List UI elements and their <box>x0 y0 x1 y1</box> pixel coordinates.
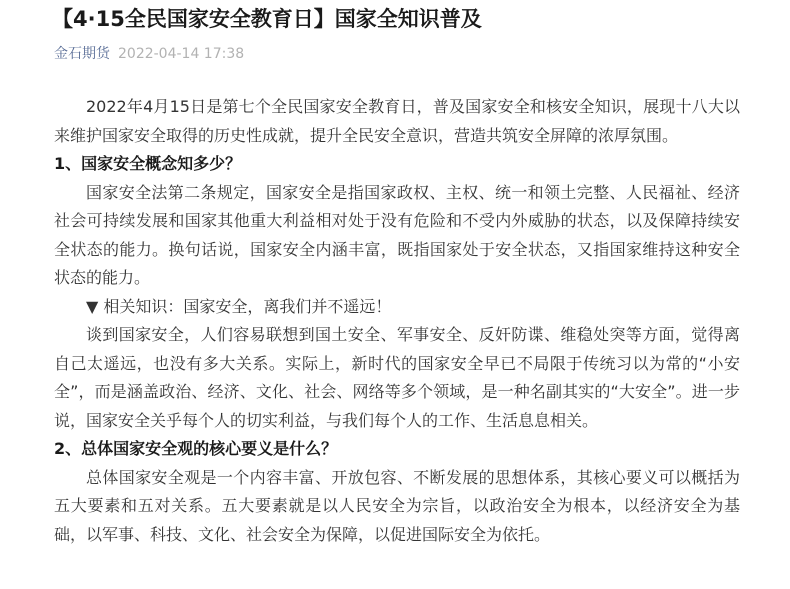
publish-date: 2022-04-14 17:38 <box>118 46 245 62</box>
intro-paragraph: 2022年4月15日是第七个全民国家安全教育日，普及国家安全和核安全知识，展现十八大以来维护国家安全取得的历史性成就，提升全民安全意识，营造共筑安全屏障的浓厚氛围。 <box>54 97 740 145</box>
section-2-paragraph: 总体国家安全观是一个内容丰富、开放包容、不断发展的思想体系，其核心要义可以概括为五大要素和五对关系。五大要素就是以人民安全为宗旨，以政治安全为根本，以经济安全为基础，以军事、科技、文化、社会安全为保障，以促进国际安全为依托。 <box>54 467 740 544</box>
section-heading-1: 1、国家安全概念知多少？ <box>54 154 242 173</box>
related-knowledge-paragraph: 谈到国家安全，人们容易联想到国土安全、军事安全、反奸防谍、维稳处突等方面，觉得离自己太遥远，也没有多大关系。实际上，新时代的国家安全早已不局限于传统习以为常的“小安全”，而是涵盖政治、经济、文化、社会、网络等多个领域，是一种名副其实的“大安全”。进一步说，国家安全关乎每个人的切实利益，与我们每个人的工作、生活息息相关。 <box>54 325 740 430</box>
section-1-paragraph: 国家安全法第二条规定，国家安全是指国家政权、主权、统一和领土完整、人民福祉、经济社会可持续发展和国家其他重大利益相对处于没有危险和不受内外威胁的状态，以及保障持续安全状态的能力。换句话说，国家安全内涵丰富，既指国家处于安全状态，又指国家维持这种安全状态的能力。 <box>54 182 740 287</box>
article-title: 【4·15全民国家安全教育日】国家全知识普及 <box>52 7 482 31</box>
account-name-link[interactable]: 金石期货 <box>54 46 110 62</box>
section-heading-2: 2、总体国家安全观的核心要义是什么？ <box>54 439 338 458</box>
article-body <box>54 93 740 549</box>
article-meta <box>54 44 244 64</box>
related-knowledge-heading: ▼ 相关知识：国家安全，离我们并不遥远！ <box>86 296 392 316</box>
